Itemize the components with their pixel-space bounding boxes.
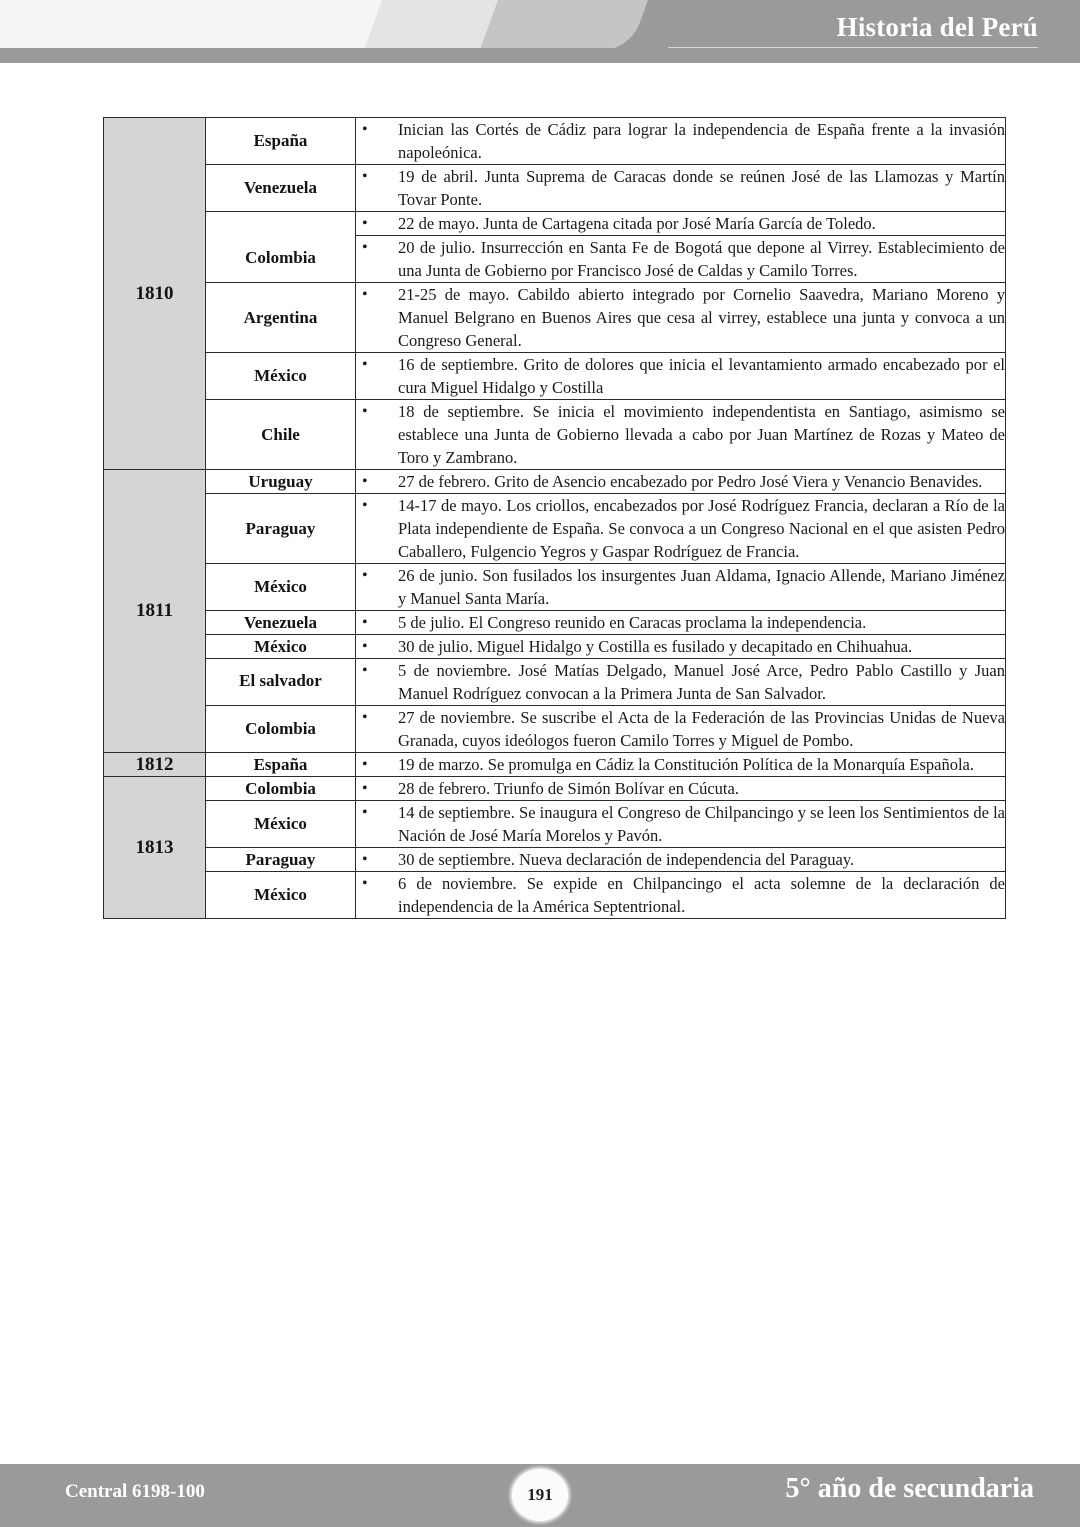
bullet-icon: • xyxy=(362,804,368,821)
table-row xyxy=(104,753,1006,777)
event-cell xyxy=(356,118,1006,165)
event-bullet-row xyxy=(356,659,1005,705)
bullet-icon: • xyxy=(362,780,368,797)
bullet-icon: • xyxy=(362,168,368,185)
event-cell xyxy=(356,872,1006,919)
table-row xyxy=(104,283,1006,353)
table-row xyxy=(104,212,1006,236)
event-cell xyxy=(356,635,1006,659)
event-bullet-row xyxy=(356,753,1005,776)
event-text: Inician las Cortés de Cádiz para lograr la independencia de España frente a la invasión napoleónica. xyxy=(398,120,1005,162)
table-row xyxy=(104,611,1006,635)
bullet-icon: • xyxy=(362,239,368,256)
table-row xyxy=(104,872,1006,919)
country-cell: México xyxy=(206,872,356,919)
year-cell: 1810 xyxy=(104,118,206,470)
bullet-icon: • xyxy=(362,851,368,868)
event-text: 22 de mayo. Junta de Cartagena citada por José María García de Toledo. xyxy=(398,214,876,233)
country-cell: España xyxy=(206,753,356,777)
bullet-icon: • xyxy=(362,709,368,726)
event-bullet-row xyxy=(356,118,1005,164)
table-row xyxy=(104,801,1006,848)
table-row xyxy=(104,470,1006,494)
year-cell: 1813 xyxy=(104,777,206,919)
event-text: 27 de febrero. Grito de Asencio encabezado por Pedro José Viera y Venancio Benavides. xyxy=(398,472,983,491)
bullet-icon: • xyxy=(362,875,368,892)
bullet-icon: • xyxy=(362,662,368,679)
table-row xyxy=(104,777,1006,801)
country-cell: México xyxy=(206,801,356,848)
bullet-icon: • xyxy=(362,638,368,655)
page-number: 191 xyxy=(527,1485,553,1504)
table-row xyxy=(104,848,1006,872)
bullet-icon: • xyxy=(362,614,368,631)
event-cell xyxy=(356,848,1006,872)
event-cell xyxy=(356,212,1006,236)
table-row xyxy=(104,659,1006,706)
event-text: 20 de julio. Insurrección en Santa Fe de Bogotá que depone al Virrey. Establecimiento de una Junta de Gobierno por Francisco José de Caldas y Camilo Torres. xyxy=(398,238,1005,280)
event-cell xyxy=(356,353,1006,400)
country-cell: Uruguay xyxy=(206,470,356,494)
event-bullet-row xyxy=(356,494,1005,563)
bullet-icon: • xyxy=(362,215,368,232)
table-row xyxy=(104,564,1006,611)
footer-contact: Central 6198-100 xyxy=(65,1481,205,1502)
event-text: 27 de noviembre. Se suscribe el Acta de la Federación de las Provincias Unidas de Nueva Granada, cuyos ideólogos fueron Camilo Torres y Miguel de Pombo. xyxy=(398,708,1005,750)
chronology-table-container xyxy=(103,117,1006,919)
event-text: 16 de septiembre. Grito de dolores que inicia el levantamiento armado encabezado por el cura Miguel Hidalgo y Costilla xyxy=(398,355,1005,397)
event-bullet-row xyxy=(356,706,1005,752)
event-bullet-row xyxy=(356,777,1005,800)
event-bullet-row xyxy=(356,212,1005,235)
event-bullet-row xyxy=(356,165,1005,211)
country-cell: México xyxy=(206,635,356,659)
event-text: 6 de noviembre. Se expide en Chilpancingo el acta solemne de la declaración de independencia de la América Septentrional. xyxy=(398,874,1005,916)
year-cell: 1811 xyxy=(104,470,206,753)
event-cell xyxy=(356,659,1006,706)
event-text: 5 de julio. El Congreso reunido en Caracas proclama la independencia. xyxy=(398,613,867,632)
table-row xyxy=(104,706,1006,753)
event-text: 18 de septiembre. Se inicia el movimiento independentista en Santiago, asimismo se establece una Junta de Gobierno llevada a cabo por Juan Martínez de Rozas y Mateo de Toro y Zambrano. xyxy=(398,402,1005,467)
country-cell: El salvador xyxy=(206,659,356,706)
country-cell: México xyxy=(206,353,356,400)
event-bullet-row xyxy=(356,801,1005,847)
header-band-dark xyxy=(480,0,650,50)
event-cell xyxy=(356,611,1006,635)
event-text: 19 de marzo. Se promulga en Cádiz la Constitución Política de la Monarquía Española. xyxy=(398,755,974,774)
country-cell: Colombia xyxy=(206,706,356,753)
bullet-icon: • xyxy=(362,473,368,490)
country-cell: Colombia xyxy=(206,777,356,801)
event-bullet-row xyxy=(356,635,1005,658)
event-text: 28 de febrero. Triunfo de Simón Bolívar en Cúcuta. xyxy=(398,779,739,798)
event-bullet-row xyxy=(356,470,1005,493)
bullet-icon: • xyxy=(362,403,368,420)
event-cell xyxy=(356,165,1006,212)
event-text: 30 de septiembre. Nueva declaración de independencia del Paraguay. xyxy=(398,850,855,869)
table-row xyxy=(104,494,1006,564)
table-row xyxy=(104,165,1006,212)
event-cell xyxy=(356,706,1006,753)
event-bullet-row xyxy=(356,872,1005,918)
event-bullet-row xyxy=(356,611,1005,634)
event-bullet-row xyxy=(356,283,1005,352)
country-cell: Argentina xyxy=(206,283,356,353)
header-band-light xyxy=(0,0,410,50)
event-cell xyxy=(356,470,1006,494)
page-header xyxy=(0,0,1080,63)
table-row xyxy=(104,635,1006,659)
event-cell xyxy=(356,777,1006,801)
event-cell xyxy=(356,283,1006,353)
table-row xyxy=(104,118,1006,165)
event-cell xyxy=(356,753,1006,777)
footer-grade: 5° año de secundaria xyxy=(785,1473,1034,1504)
event-text: 5 de noviembre. José Matías Delgado, Manuel José Arce, Pedro Pablo Castillo y Juan Manuel Rodríguez convocan a la Primera Junta de San Salvador. xyxy=(398,661,1005,703)
country-cell: Chile xyxy=(206,400,356,470)
event-bullet-row xyxy=(356,848,1005,871)
year-cell: 1812 xyxy=(104,753,206,777)
event-text: 30 de julio. Miguel Hidalgo y Costilla es fusilado y decapitado en Chihuahua. xyxy=(398,637,913,656)
event-text: 14 de septiembre. Se inaugura el Congreso de Chilpancingo y se leen los Sentimientos de la Nación de José María Morelos y Pavón. xyxy=(398,803,1005,845)
chronology-table xyxy=(103,117,1006,919)
bullet-icon: • xyxy=(362,497,368,514)
country-cell: Colombia xyxy=(206,212,356,283)
country-cell: Venezuela xyxy=(206,165,356,212)
table-row xyxy=(104,400,1006,470)
event-cell xyxy=(356,400,1006,470)
header-bottom-strip xyxy=(0,48,1080,63)
bullet-icon: • xyxy=(362,121,368,138)
bullet-icon: • xyxy=(362,756,368,773)
country-cell: Venezuela xyxy=(206,611,356,635)
event-text: 26 de junio. Son fusilados los insurgentes Juan Aldama, Ignacio Allende, Mariano Jiménez y Manuel Santa María. xyxy=(398,566,1005,608)
event-text: 19 de abril. Junta Suprema de Caracas donde se reúnen José de las Llamozas y Martín Tovar Ponte. xyxy=(398,167,1005,209)
bullet-icon: • xyxy=(362,356,368,373)
bullet-icon: • xyxy=(362,286,368,303)
event-text: 14-17 de mayo. Los criollos, encabezados por José Rodríguez Francia, declaran a Río de la Plata independiente de España. Se convoca a un Congreso Nacional en el que asisten Pedro Caballero, Fulgencio Yegros y Gaspar Rodríguez de Francia. xyxy=(398,496,1005,561)
country-cell: Paraguay xyxy=(206,848,356,872)
bullet-icon: • xyxy=(362,567,368,584)
page-title: Historia del Perú xyxy=(836,12,1038,42)
event-cell xyxy=(356,801,1006,848)
country-cell: España xyxy=(206,118,356,165)
event-bullet-row xyxy=(356,564,1005,610)
event-bullet-row xyxy=(356,353,1005,399)
page-number-badge xyxy=(512,1469,568,1521)
table-row xyxy=(104,353,1006,400)
country-cell: México xyxy=(206,564,356,611)
event-bullet-row xyxy=(356,236,1005,282)
event-bullet-row xyxy=(356,400,1005,469)
event-cell xyxy=(356,564,1006,611)
event-cell xyxy=(356,494,1006,564)
event-text: 21-25 de mayo. Cabildo abierto integrado por Cornelio Saavedra, Mariano Moreno y Manuel Belgrano en Buenos Aires que cesa al virrey, establece una junta y convoca a un Congreso General. xyxy=(398,285,1005,350)
event-cell xyxy=(356,236,1006,283)
country-cell: Paraguay xyxy=(206,494,356,564)
